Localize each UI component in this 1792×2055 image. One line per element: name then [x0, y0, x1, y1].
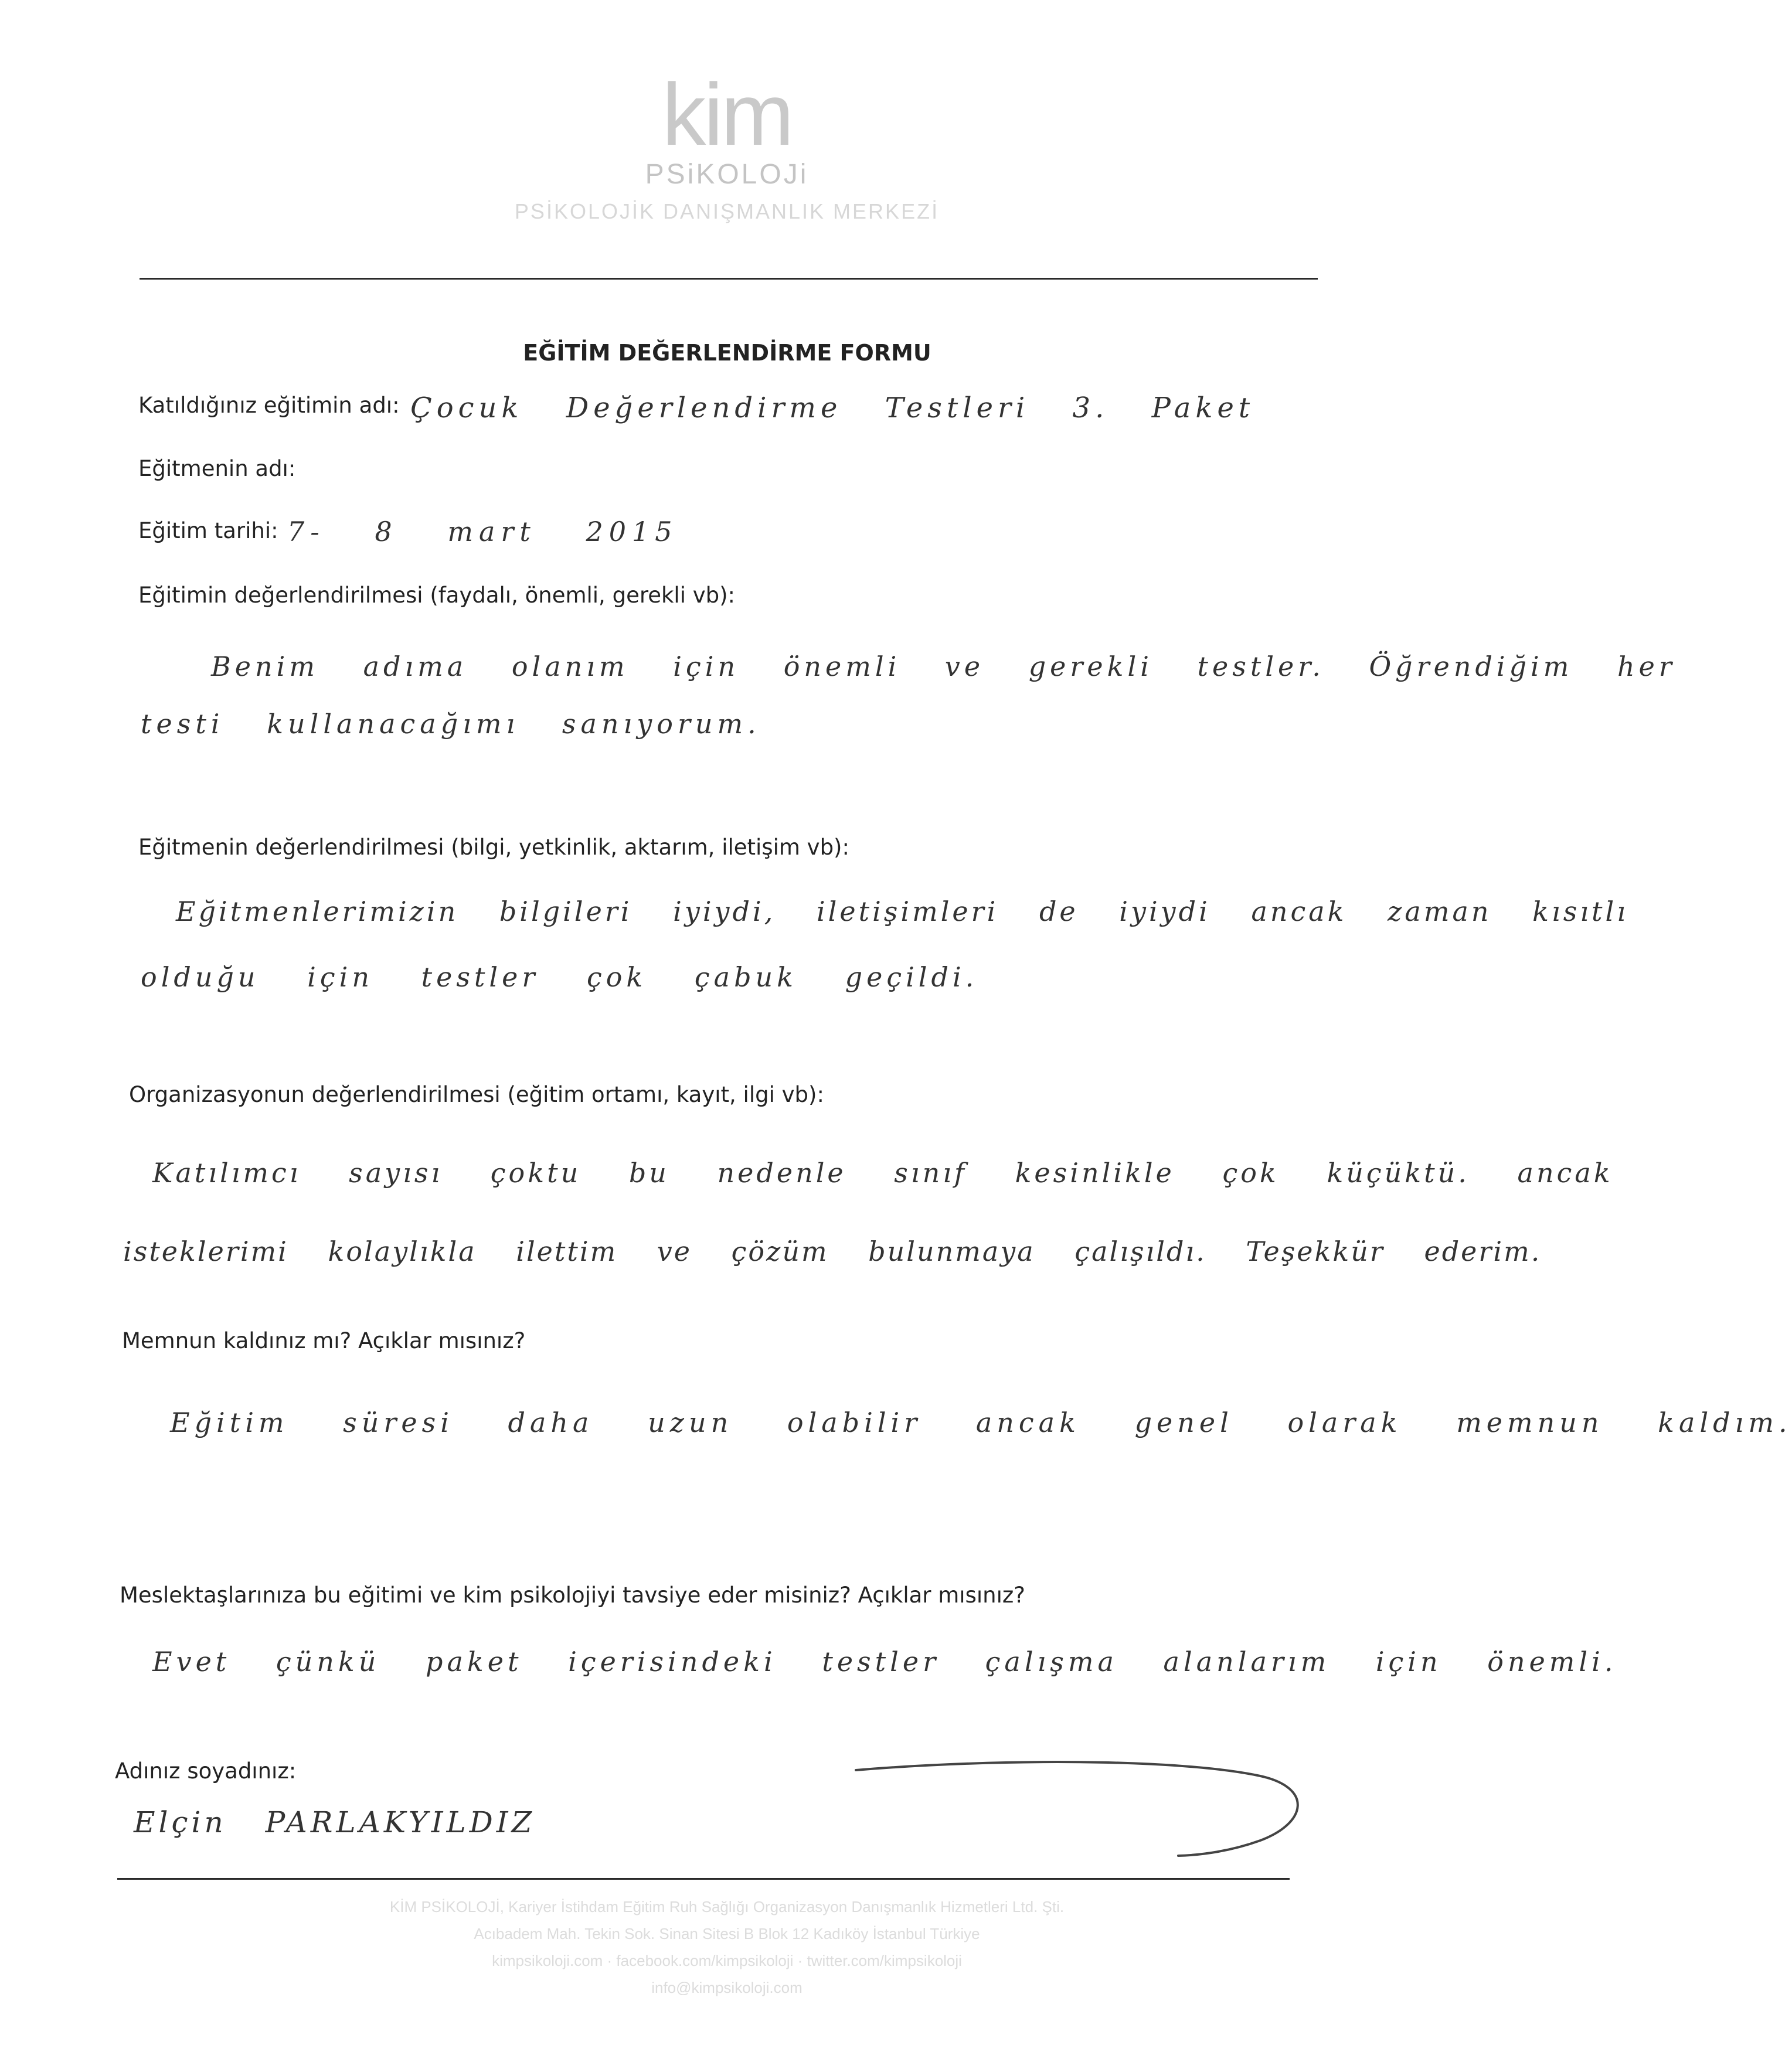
satisfaction-question-label: Memnun kaldınız mı? Açıklar mısınız? [122, 1328, 526, 1353]
trainer-evaluation-label: Eğitmenin değerlendirilmesi (bilgi, yetkinlik, aktarım, iletişim vb): [138, 835, 849, 860]
organization-evaluation-label: Organizasyonun değerlendirilmesi (eğitim ortamı, kayıt, ilgi vb): [129, 1082, 824, 1107]
name-surname-label: Adınız soyadınız: [115, 1758, 297, 1784]
training-evaluation-answer-line-1: Benim adıma olanım için önemli ve gerekli testler. Öğrendiğim her [211, 651, 1676, 682]
recommendation-answer: Evet çünkü paket içerisindeki testler çalışma alanlarım için önemli. [152, 1646, 1617, 1678]
recommendation-question-label: Meslektaşlarınıza bu eğitimi ve kim psikolojiyi tavsiye eder misiniz? Açıklar mısınız? [120, 1583, 1025, 1608]
footer-line-web: kimpsikoloji.com · facebook.com/kimpsikoloji · twitter.com/kimpsikoloji [492, 1952, 962, 1969]
trainer-evaluation-answer-line-2: olduğu için testler çok çabuk geçildi. [141, 961, 978, 993]
training-date-value: 7- 8 mart 2015 [287, 516, 678, 547]
training-evaluation-label: Eğitimin değerlendirilmesi (faydalı, önemli, gerekli vb): [138, 583, 736, 608]
organization-evaluation-answer-line-2: isteklerimi kolaylıkla ilettim ve çözüm bulunmaya çalışıldı. Teşekkür ederim. [123, 1236, 1542, 1267]
footer-address [211, 1893, 1243, 2001]
footer-line-email: info@kimpsikoloji.com [651, 1979, 803, 1996]
training-evaluation-answer-line-2: testi kullanacağımı sanıyorum. [141, 708, 761, 740]
header-divider [140, 278, 1318, 280]
logo-subtitle: PSİKOLOJİK DANIŞMANLIK MERKEZİ [514, 199, 940, 223]
organization-evaluation-answer-line-1: Katılımcı sayısı çoktu bu nedenle sınıf kesinlikle çok küçüktü. ancak [152, 1157, 1613, 1189]
trainer-name-label: Eğitmenin adı: [138, 456, 296, 481]
satisfaction-answer: Eğitim süresi daha uzun olabilir ancak genel olarak memnun kaldım. [170, 1407, 1792, 1438]
signature-stroke [850, 1723, 1319, 1858]
footer-line-address: Acıbadem Mah. Tekin Sok. Sinan Sitesi B Blok 12 Kadıköy İstanbul Türkiye [474, 1925, 980, 1942]
logo-mark [633, 65, 821, 164]
trainer-evaluation-answer-line-1: Eğitmenlerimizin bilgileri iyiydi, iletişimleri de iyiydi ancak zaman kısıtlı [176, 896, 1628, 927]
training-name-value: Çocuk Değerlendirme Testleri 3. Paket [410, 392, 1255, 424]
form-title: EĞİTİM DEĞERLENDİRME FORMU [523, 340, 931, 366]
training-name-label: Katıldığınız eğitimin adı: [138, 393, 400, 418]
training-date-label: Eğitim tarihi: [138, 518, 278, 543]
name-surname-value: Elçin PARLAKYILDIZ [134, 1805, 536, 1839]
logo-name: PSiKOLOJi [645, 159, 809, 190]
footer-divider [117, 1878, 1290, 1880]
logo-text: kim [662, 65, 792, 164]
footer-line-company: KİM PSİKOLOJİ, Kariyer İstihdam Eğitim Ruh Sağlığı Organizasyon Danışmanlık Hizmetleri Ltd. Şti. [389, 1898, 1065, 1915]
